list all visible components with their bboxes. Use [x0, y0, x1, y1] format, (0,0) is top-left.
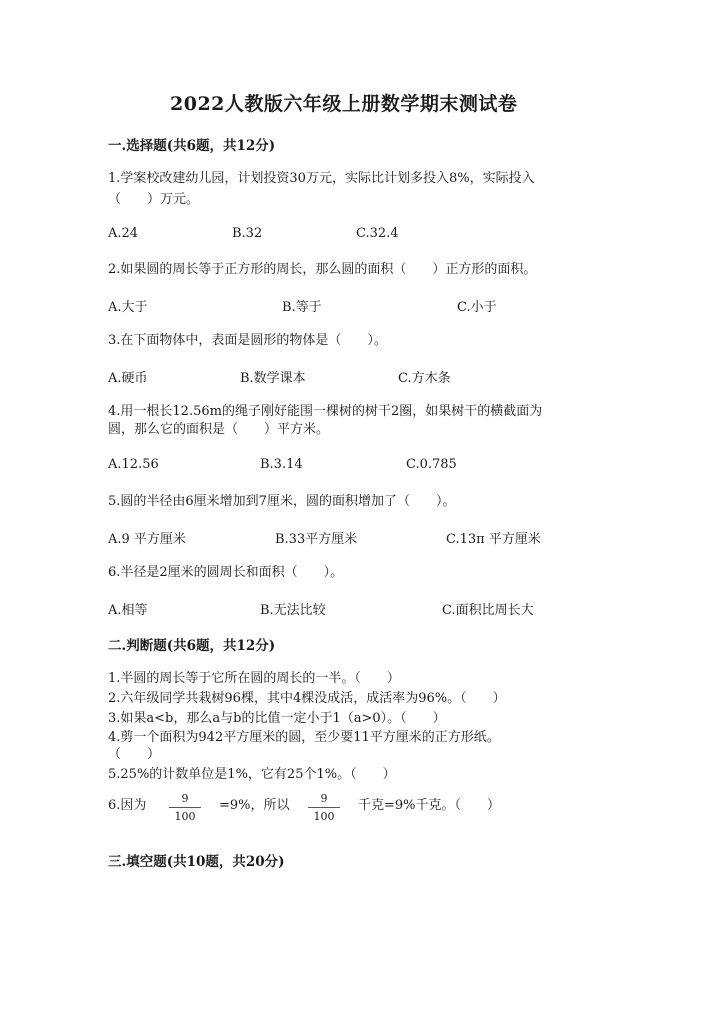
- question-5-option-b: B.33平方厘米: [275, 532, 358, 547]
- fraction-9-over-100-first: [169, 792, 201, 823]
- question-6-option-a: A.相等: [108, 603, 148, 618]
- question-3-option-c: C.方木条: [398, 371, 451, 386]
- question-2-option-a: A.大于: [108, 300, 148, 315]
- question-4-option-a: A.12.56: [108, 457, 159, 472]
- question-4-option-c: C.0.785: [406, 457, 457, 472]
- judgment-item-1: 1.半圆的周长等于它所在圆的周长的一半。（ ）: [108, 671, 400, 686]
- section-heading-choice: 一.选择题(共6题，共12分): [108, 138, 276, 154]
- judgment-item-5: 5.25%的计数单位是1%，它有25个1%。（ ）: [108, 767, 396, 782]
- fraction-9-over-100-second: [308, 792, 340, 823]
- question-3-option-b: B.数学课本: [240, 371, 306, 386]
- question-5-option-a: A.9 平方厘米: [108, 532, 186, 547]
- question-1-line-2: （ ）万元。: [108, 192, 200, 207]
- question-5-line-1: 5.圆的半径由6厘米增加到7厘米，圆的面积增加了（ ）。: [108, 494, 456, 509]
- question-2-option-b: B.等于: [282, 300, 322, 315]
- question-4-line-2: 圆，那么它的面积是（ ）平方米。: [108, 422, 330, 437]
- question-6-option-b: B.无法比较: [260, 603, 326, 618]
- section-heading-fill-in: 三.填空题(共10题，共20分): [108, 854, 285, 870]
- section-heading-judgment: 二.判断题(共6题，共12分): [108, 638, 276, 654]
- question-1-option-c: C.32.4: [356, 226, 399, 241]
- judgment-item-6-suffix: 千克=9%千克。（ ）: [358, 798, 501, 813]
- question-6-option-c: C.面积比周长大: [442, 603, 534, 618]
- judgment-item-4-blank: （ ）: [108, 747, 161, 762]
- fraction-denominator: 100: [174, 810, 196, 823]
- question-1-option-a: A.24: [108, 226, 139, 241]
- question-2-line-1: 2.如果圆的周长等于正方形的周长，那么圆的面积（ ）正方形的面积。: [108, 262, 537, 277]
- question-4-line-1: 4.用一根长12.56m的绳子刚好能围一棵树的树干2圈，如果树干的横截面为: [108, 404, 543, 419]
- question-1-option-b: B.32: [232, 226, 263, 241]
- fraction-denominator: 100: [313, 810, 335, 823]
- question-4-option-b: B.3.14: [260, 457, 303, 472]
- judgment-item-2: 2.六年级同学共栽树96棵，其中4棵没成活，成活率为96%。（ ）: [108, 691, 506, 706]
- judgment-item-4: 4.剪一个面积为942平方厘米的圆，至少要11平方厘米的正方形纸。: [108, 730, 500, 745]
- page-title: 2022人教版六年级上册数学期末测试卷: [170, 93, 518, 115]
- judgment-item-6-middle: =9%，所以: [219, 798, 290, 813]
- question-6-line-1: 6.半径是2厘米的圆周长和面积（ ）。: [108, 565, 344, 580]
- question-5-option-c: C.13π 平方厘米: [446, 532, 541, 547]
- question-3-option-a: A.硬币: [108, 371, 148, 386]
- fraction-numerator: 9: [308, 792, 340, 808]
- question-2-option-c: C.小于: [457, 300, 497, 315]
- judgment-item-6-prefix: 6.因为: [108, 798, 147, 813]
- judgment-item-3: 3.如果a<b，那么a与b的比值一定小于1（a>0）。（ ）: [108, 711, 446, 726]
- question-3-line-1: 3.在下面物体中，表面是圆形的物体是（ ）。: [108, 333, 387, 348]
- fraction-numerator: 9: [169, 792, 201, 808]
- question-1-line-1: 1.学案校改建幼儿园，计划投资30万元，实际比计划多投入8%，实际投入: [108, 171, 535, 186]
